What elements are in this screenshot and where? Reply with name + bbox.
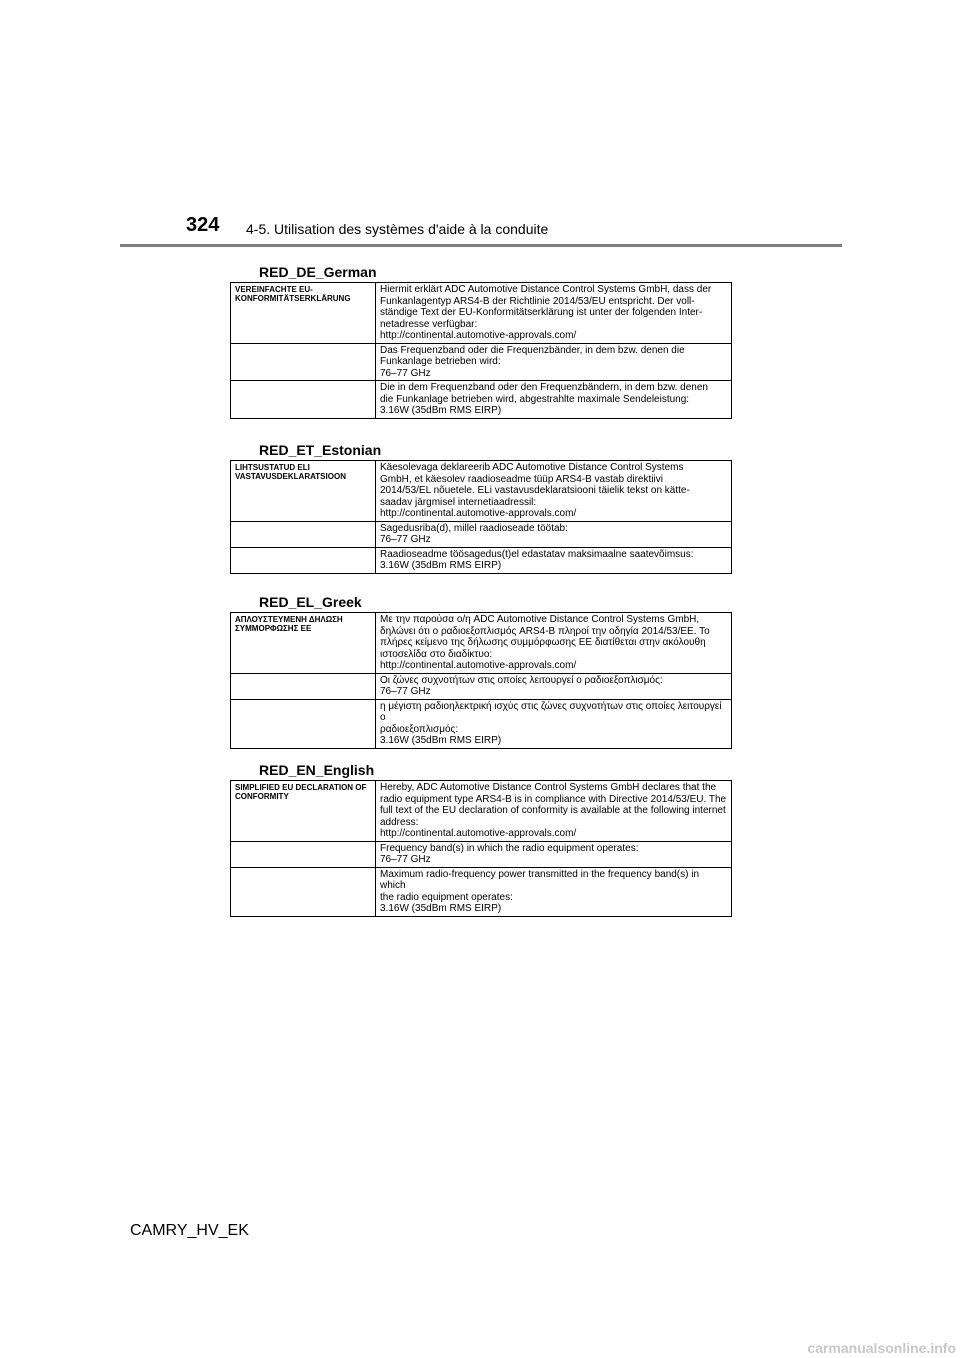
row-label — [231, 521, 376, 547]
row-value: Die in dem Frequenzband oder den Frequenzbändern, in dem bzw. denen die Funkanlage betrieben wird, abgestrahlte maximale Sendeleistung: 3.16W (35dBm RMS EIRP) — [376, 381, 732, 419]
table-row — [231, 381, 732, 419]
table-row — [231, 461, 732, 522]
table-row — [231, 613, 732, 674]
approvals-link[interactable]: http://continental.automotive-approvals.com/ — [380, 828, 577, 839]
section-english — [230, 762, 732, 917]
row-value: Frequency band(s) in which the radio equipment operates: 76–77 GHz — [376, 841, 732, 867]
row-label — [231, 547, 376, 573]
row-value: Käesolevaga deklareerib ADC Automotive Distance Control Systems GmbH, et käesolev raadioseadme tüüp ARS4-B vastab direktiivi 2014/53/EL nõuetele. ELi vastavusdeklaratsiooni täielik tekst on kätte- saadav järgmisel internetiaadressil: http://continental.automotive-approvals.com/ — [376, 461, 732, 522]
page-number: 324 — [186, 214, 220, 236]
row-label — [231, 381, 376, 419]
row-label: LIHTSUSTATUD ELI VASTAVUSDEKLARATSIOON — [231, 461, 376, 522]
row-value: Das Frequenzband oder die Frequenzbänder, in dem bzw. denen die Funkanlage betrieben wird: 76–77 GHz — [376, 343, 732, 381]
row-label: VEREINFACHTE EU-KONFORMITÄTSERKLÄRUNG — [231, 283, 376, 344]
section-german — [230, 264, 732, 419]
row-label: ΑΠΛΟΥΣΤΕΥΜΕΝΗ ΔΗΛΩΣΗ ΣΥΜΜΟΡΦΩΣΗΣ ΕΕ — [231, 613, 376, 674]
approvals-link[interactable]: http://continental.automotive-approvals.com/ — [380, 660, 577, 671]
chapter-title: 4-5. Utilisation des systèmes d'aide à la conduite — [246, 221, 549, 237]
page-header — [0, 0, 960, 250]
model-code: CAMRY_HV_EK — [130, 1222, 249, 1239]
table-row — [231, 521, 732, 547]
row-value: Raadioseadme töösagedus(t)el edastatav maksimaalne saatevõimsus: 3.16W (35dBm RMS EIRP) — [376, 547, 732, 573]
table-row — [231, 673, 732, 699]
declaration-table — [230, 612, 732, 749]
approvals-link[interactable]: http://continental.automotive-approvals.com/ — [380, 508, 577, 519]
section-title: RED_EN_English — [259, 762, 375, 778]
row-label — [231, 867, 376, 916]
section-title: RED_ET_Estonian — [259, 442, 382, 458]
row-label — [231, 699, 376, 748]
row-value: η μέγιστη ραδιοηλεκτρική ισχύς στις ζώνες συχνοτήτων στις οποίες λειτουργεί ο ραδιοεξοπλισμός: 3.16W (35dBm RMS EIRP) — [376, 699, 732, 748]
table-row — [231, 547, 732, 573]
row-label — [231, 841, 376, 867]
row-label — [231, 673, 376, 699]
watermark: carmanualsonline.info — [760, 1338, 960, 1358]
section-greek — [230, 594, 732, 749]
table-row — [231, 283, 732, 344]
section-title: RED_EL_Greek — [259, 594, 362, 610]
declaration-table — [230, 780, 732, 917]
row-value: Maximum radio-frequency power transmitted in the frequency band(s) in which the radio equipment operates: 3.16W (35dBm RMS EIRP) — [376, 867, 732, 916]
row-value: Hiermit erklärt ADC Automotive Distance Control Systems GmbH, dass der Funkanlagentyp ARS4-B der Richtlinie 2014/53/EU entspricht. Der voll- ständige Text der EU-Konformitätserklärung ist unter der folgenden Inter- netadresse verfügbar: http://continental.automotive-approvals.com/ — [376, 283, 732, 344]
table-row — [231, 699, 732, 748]
section-title: RED_DE_German — [259, 264, 377, 280]
row-value: Hereby, ADC Automotive Distance Control Systems GmbH declares that the radio equipment type ARS4-B is in compliance with Directive 2014/53/EU. The full text of the EU declaration of conformity is available at the following internet address: http://continental.automotive-approvals.com/ — [376, 781, 732, 842]
table-row — [231, 343, 732, 381]
row-value: Sagedusriba(d), millel raadioseade töötab: 76–77 GHz — [376, 521, 732, 547]
header-divider — [120, 244, 842, 247]
section-estonian — [230, 442, 732, 574]
row-value: Με την παρούσα ο/η ADC Automotive Distance Control Systems GmbH, δηλώνει ότι ο ραδιοεξοπλισμός ARS4-B πληροί την οδηγία 2014/53/ΕΕ. Το πλήρες κείμενο της δήλωσης συμμόρφωσης ΕΕ διατίθεται στην ακόλουθη ιστοσελίδα στο διαδίκτυο: http://continental.automotive-approvals.com/ — [376, 613, 732, 674]
approvals-link[interactable]: http://continental.automotive-approvals.com/ — [380, 330, 577, 341]
table-row — [231, 841, 732, 867]
table-row — [231, 867, 732, 916]
row-value: Οι ζώνες συχνοτήτων στις οποίες λειτουργεί ο ραδιοεξοπλισμός: 76–77 GHz — [376, 673, 732, 699]
declaration-table — [230, 460, 732, 574]
row-label — [231, 343, 376, 381]
table-row — [231, 781, 732, 842]
row-label: SIMPLIFIED EU DECLARATION OF CONFORMITY — [231, 781, 376, 842]
declaration-table — [230, 282, 732, 419]
